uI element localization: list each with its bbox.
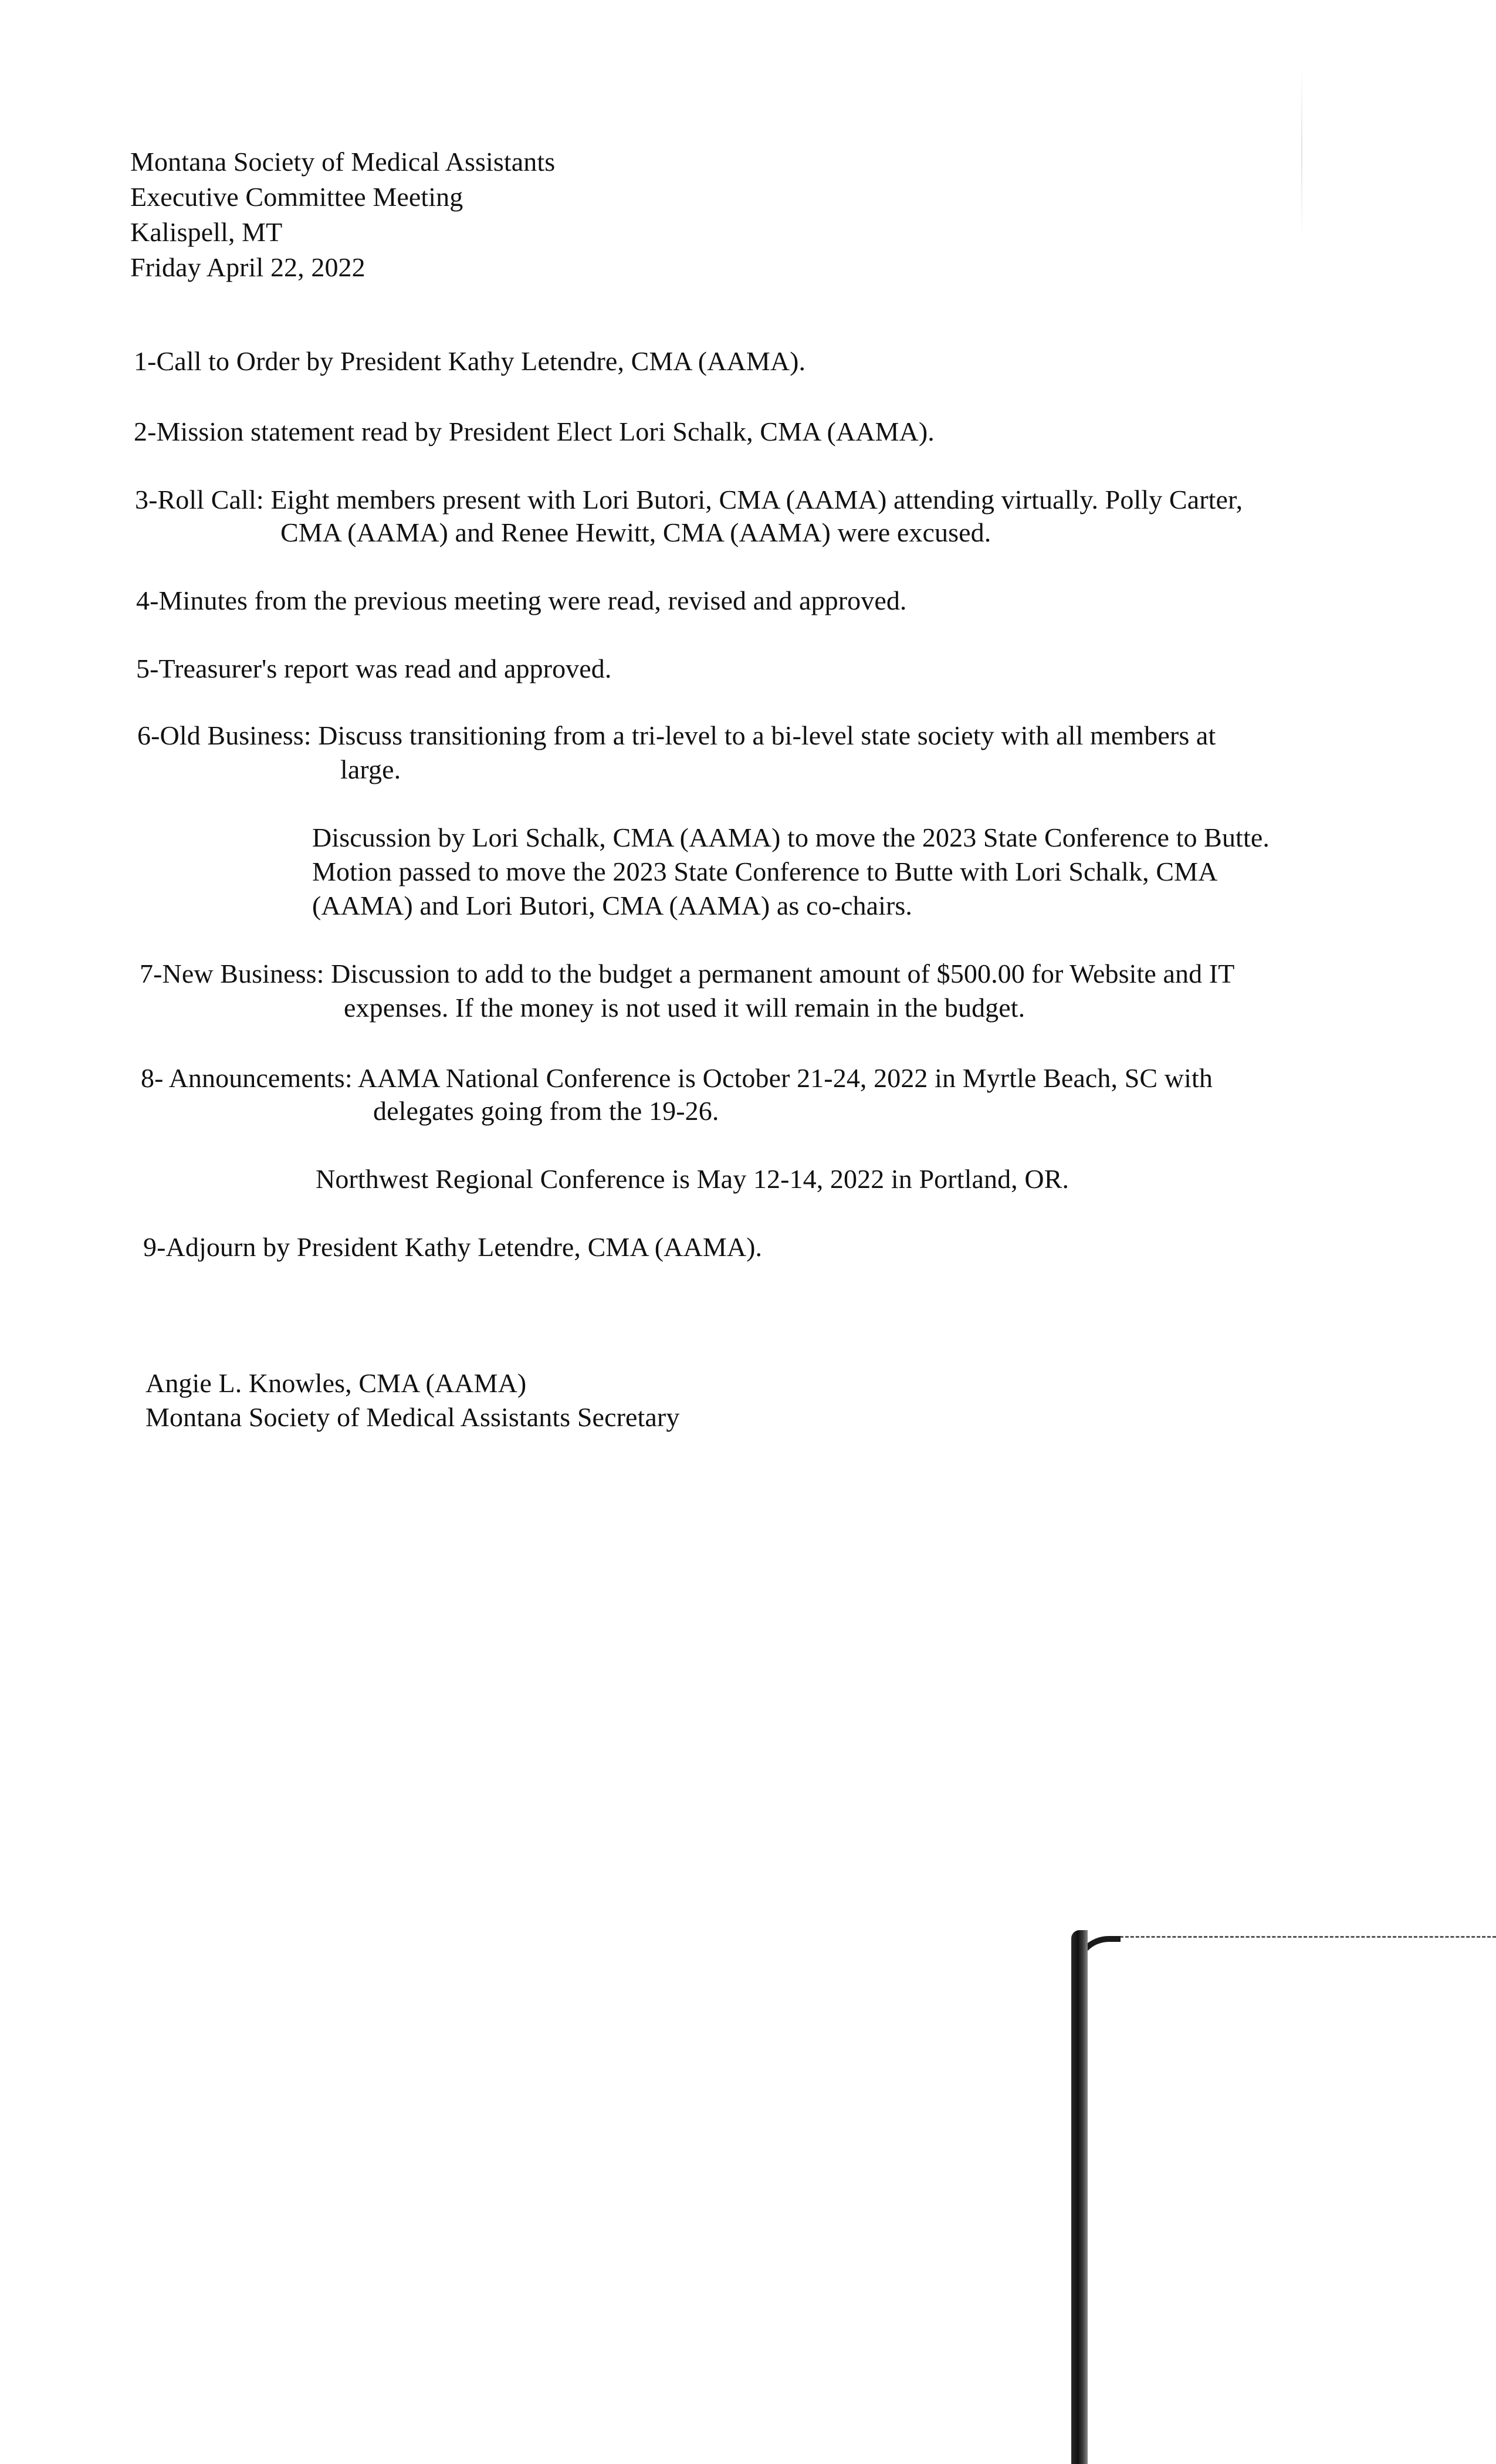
meeting-title: Executive Committee Meeting (130, 182, 463, 212)
new-business-label: 7-New Business: (140, 959, 324, 989)
announcements-text-line2: delegates going from the 19-26. (373, 1096, 719, 1126)
old-business-discussion-line3: (AAMA) and Lori Butori, CMA (AAMA) as co-chairs. (312, 891, 913, 920)
item-minutes: 4-Minutes from the previous meeting were read, revised and approved. (136, 585, 907, 615)
scan-dashed-artifact (1115, 1936, 1496, 1938)
organization-name: Montana Society of Medical Assistants (130, 147, 556, 177)
old-business-discussion-line1: Discussion by Lori Schalk, CMA (AAMA) to move the 2023 State Conference to Butte. (312, 823, 1270, 852)
new-business-text-line2: expenses. If the money is not used it will remain in the budget. (344, 993, 1025, 1023)
item-old-business (137, 719, 1216, 752)
new-business-text-line1: Discussion to add to the budget a permanent amount of $500.00 for Website and IT (331, 959, 1235, 989)
old-business-label: 6-Old Business: (137, 720, 312, 750)
old-business-discussion-line2: Motion passed to move the 2023 State Conference to Butte with Lori Schalk, CMA (312, 857, 1218, 886)
announcements-text-line1: AAMA National Conference is October 21-24, 2022 in Myrtle Beach, SC with (357, 1063, 1213, 1093)
item-roll-call (135, 483, 1243, 516)
old-business-text-line2: large. (340, 754, 401, 784)
item-call-to-order: 1-Call to Order by President Kathy Letendre, CMA (AAMA). (134, 346, 806, 376)
roll-call-text-line2: CMA (AAMA) and Renee Hewitt, CMA (AAMA) were excused. (280, 517, 991, 547)
announcements-label: 8- Announcements: (141, 1063, 353, 1093)
item-treasurer-report: 5-Treasurer's report was read and approved. (136, 654, 612, 683)
item-new-business (140, 957, 1234, 990)
scan-edge-artifact (1071, 1930, 1088, 2464)
announcements-regional-conference: Northwest Regional Conference is May 12-14, 2022 in Portland, OR. (316, 1164, 1069, 1194)
item-adjourn: 9-Adjourn by President Kathy Letendre, CMA (AAMA). (143, 1232, 763, 1262)
scan-speck-artifact (1301, 65, 1302, 241)
item-announcements (141, 1062, 1213, 1095)
signature-name: Angie L. Knowles, CMA (AAMA) (145, 1368, 527, 1398)
roll-call-text-line1: Eight members present with Lori Butori, CMA (AAMA) attending virtually. Polly Carter, (270, 485, 1243, 515)
meeting-location: Kalispell, MT (130, 217, 283, 247)
old-business-text-line1: Discuss transitioning from a tri-level to a bi-level state society with all members at (318, 720, 1216, 750)
item-mission-statement: 2-Mission statement read by President Elect Lori Schalk, CMA (AAMA). (134, 417, 935, 446)
roll-call-label: 3-Roll Call: (135, 485, 264, 515)
meeting-date: Friday April 22, 2022 (130, 252, 365, 282)
signature-title: Montana Society of Medical Assistants Secretary (145, 1402, 680, 1432)
